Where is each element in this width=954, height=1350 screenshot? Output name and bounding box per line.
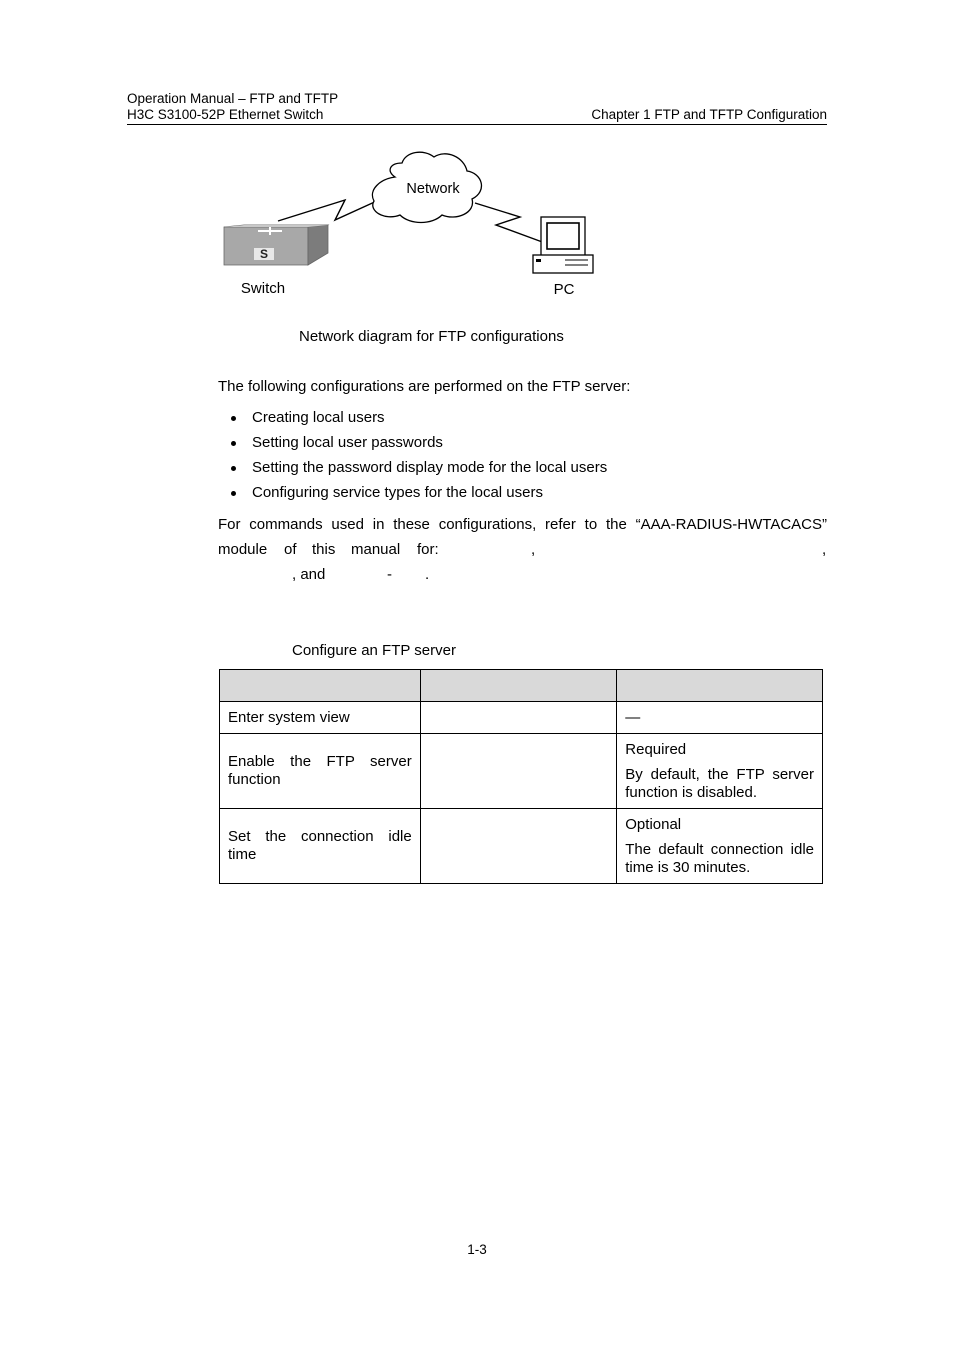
reference-paragraph — [218, 516, 827, 534]
ref-comma: , — [531, 541, 536, 558]
pc-label: PC — [553, 281, 575, 298]
table-row — [220, 809, 823, 884]
remarks-requirement: Optional — [625, 815, 682, 833]
ref-period: . — [425, 566, 430, 583]
bullet-item: Setting the password display mode for the local users — [252, 459, 608, 476]
ref-word: for: — [417, 541, 439, 558]
product-name: H3C S3100-52P Ethernet Switch — [127, 107, 324, 122]
bullet-dot — [231, 466, 236, 471]
table-header-row — [220, 670, 823, 702]
operation-cell: Enter system view — [220, 702, 421, 734]
bullet-item: Configuring service types for the local users — [252, 484, 543, 501]
figure-caption: Network diagram for FTP configurations — [299, 328, 564, 345]
switch-badge: S — [259, 247, 269, 261]
remarks-cell: — — [617, 702, 823, 734]
ref-word: this — [312, 541, 336, 558]
bullet-dot — [231, 416, 236, 421]
ref-word: manual — [351, 541, 401, 558]
operation-cell: Enable the FTP server function — [220, 734, 421, 809]
table-row — [220, 702, 823, 734]
ftp-server-config-table — [219, 669, 823, 884]
network-pc-link — [475, 203, 545, 243]
remarks-requirement: Required — [625, 740, 687, 758]
table-row — [220, 734, 823, 809]
reference-line-1: For commands used in these configurations, refer to the “AAA-RADIUS-HWTACACS” — [218, 516, 827, 533]
bullet-item: Creating local users — [252, 409, 385, 426]
ref-dash: - — [387, 566, 392, 583]
bullet-dot — [231, 491, 236, 496]
table-caption: Configure an FTP server — [292, 642, 456, 659]
header-rule — [127, 124, 827, 125]
switch-label: Switch — [240, 280, 286, 297]
command-cell — [420, 702, 617, 734]
intro-paragraph: The following configurations are performed on the FTP server: — [218, 378, 631, 395]
command-cell — [420, 809, 617, 884]
ref-comma: , — [822, 541, 827, 558]
operation-cell: Set the connection idle time — [220, 809, 421, 884]
header-cell — [220, 670, 421, 702]
network-diagram — [210, 145, 630, 305]
bullet-item: Setting local user passwords — [252, 434, 443, 451]
pc-icon — [533, 217, 593, 273]
ref-word: of — [284, 541, 297, 558]
cloud-label: Network — [406, 181, 460, 197]
manual-title: Operation Manual – FTP and TFTP — [127, 91, 339, 106]
chapter-title: Chapter 1 FTP and TFTP Configuration — [591, 107, 827, 122]
ref-word: module — [218, 541, 268, 558]
remarks-cell — [617, 809, 823, 884]
header-left — [127, 91, 338, 123]
header-cell — [617, 670, 823, 702]
ref-and: , and — [292, 566, 326, 583]
remarks-detail: The default connection idle time is 30 minutes. — [625, 840, 814, 876]
page-number: 1-3 — [467, 1242, 487, 1257]
remarks-detail: By default, the FTP server function is disabled. — [625, 765, 814, 801]
bullet-dot — [231, 441, 236, 446]
command-cell — [420, 734, 617, 809]
switch-icon — [224, 225, 328, 265]
reference-line-2 — [218, 541, 267, 559]
header-cell — [420, 670, 617, 702]
remarks-cell — [617, 734, 823, 809]
